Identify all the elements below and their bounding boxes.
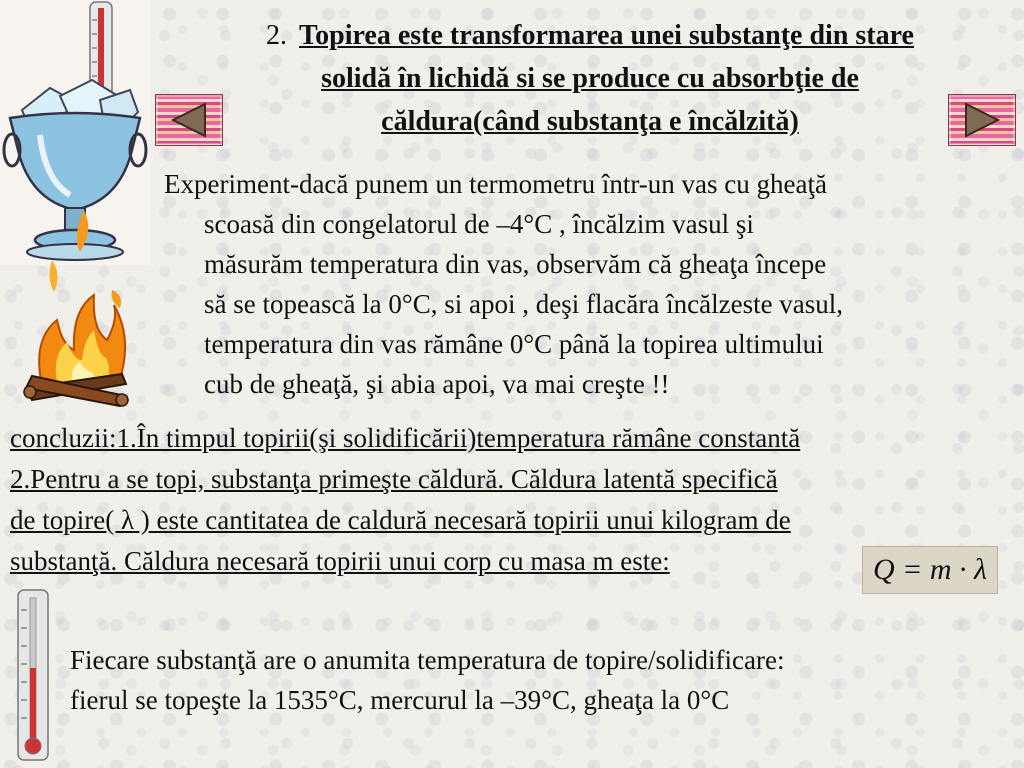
melting-points-paragraph xyxy=(70,640,1010,720)
final-line-1: Fiecare substanţă are o anumita temperatura de topire/solidificare: xyxy=(70,645,785,675)
previous-slide-button[interactable] xyxy=(155,94,223,146)
experiment-line: Experiment-dacă punem un termometru într-un vas cu gheaţă xyxy=(164,169,827,199)
conclusion-line: substanţă. Căldura necesară topirii unui corp cu masa m este: xyxy=(10,546,670,576)
thermometer-image xyxy=(16,588,50,766)
final-line-2: fierul se topeşte la 1535°C, mercurul la –39°C, gheaţa la 0°C xyxy=(70,685,730,715)
title-line-2: solidă în lichidă si se produce cu absorbţie de xyxy=(321,63,859,94)
next-slide-button[interactable] xyxy=(948,94,1016,146)
experiment-line: scoasă din congelatorul de –4°C , încălzim vasul şi xyxy=(204,209,754,239)
experiment-line: cub de gheaţă, şi abia apoi, va mai creşte !! xyxy=(204,369,670,399)
latent-heat-formula: Q = m · λ xyxy=(862,546,998,594)
title-line-1-text: Topirea este transformarea unei substanţe din stare xyxy=(299,20,914,51)
experiment-line: să se topească la 0°C, si apoi , deşi flacăra încălzeste vasul, xyxy=(204,289,844,319)
title-line-3: căldura(când substanţa e încălzită) xyxy=(381,106,799,137)
conclusion-line: concluzii:1.În timpul topirii(şi solidificării)temperatura rămâne constantă xyxy=(10,423,801,453)
experiment-line: măsurăm temperatura din vas, observăm că gheaţa începe xyxy=(204,249,827,279)
experiment-line: temperatura din vas rămâne 0°C până la topirea ultimului xyxy=(204,329,824,359)
slide-title xyxy=(180,14,1000,143)
title-line-1 xyxy=(180,14,1000,57)
experiment-paragraph xyxy=(164,164,1014,404)
campfire-flame-image xyxy=(22,200,132,412)
left-triangle-icon xyxy=(169,102,209,138)
conclusion-line: 2.Pentru a se topi, substanţa primeşte căldură. Căldura latentă specifică xyxy=(10,464,778,494)
conclusion-line: de topire( λ ) este cantitatea de caldură necesară topirii unui kilogram de xyxy=(10,505,791,535)
right-triangle-icon xyxy=(962,102,1002,138)
title-number: 2. xyxy=(266,20,288,51)
